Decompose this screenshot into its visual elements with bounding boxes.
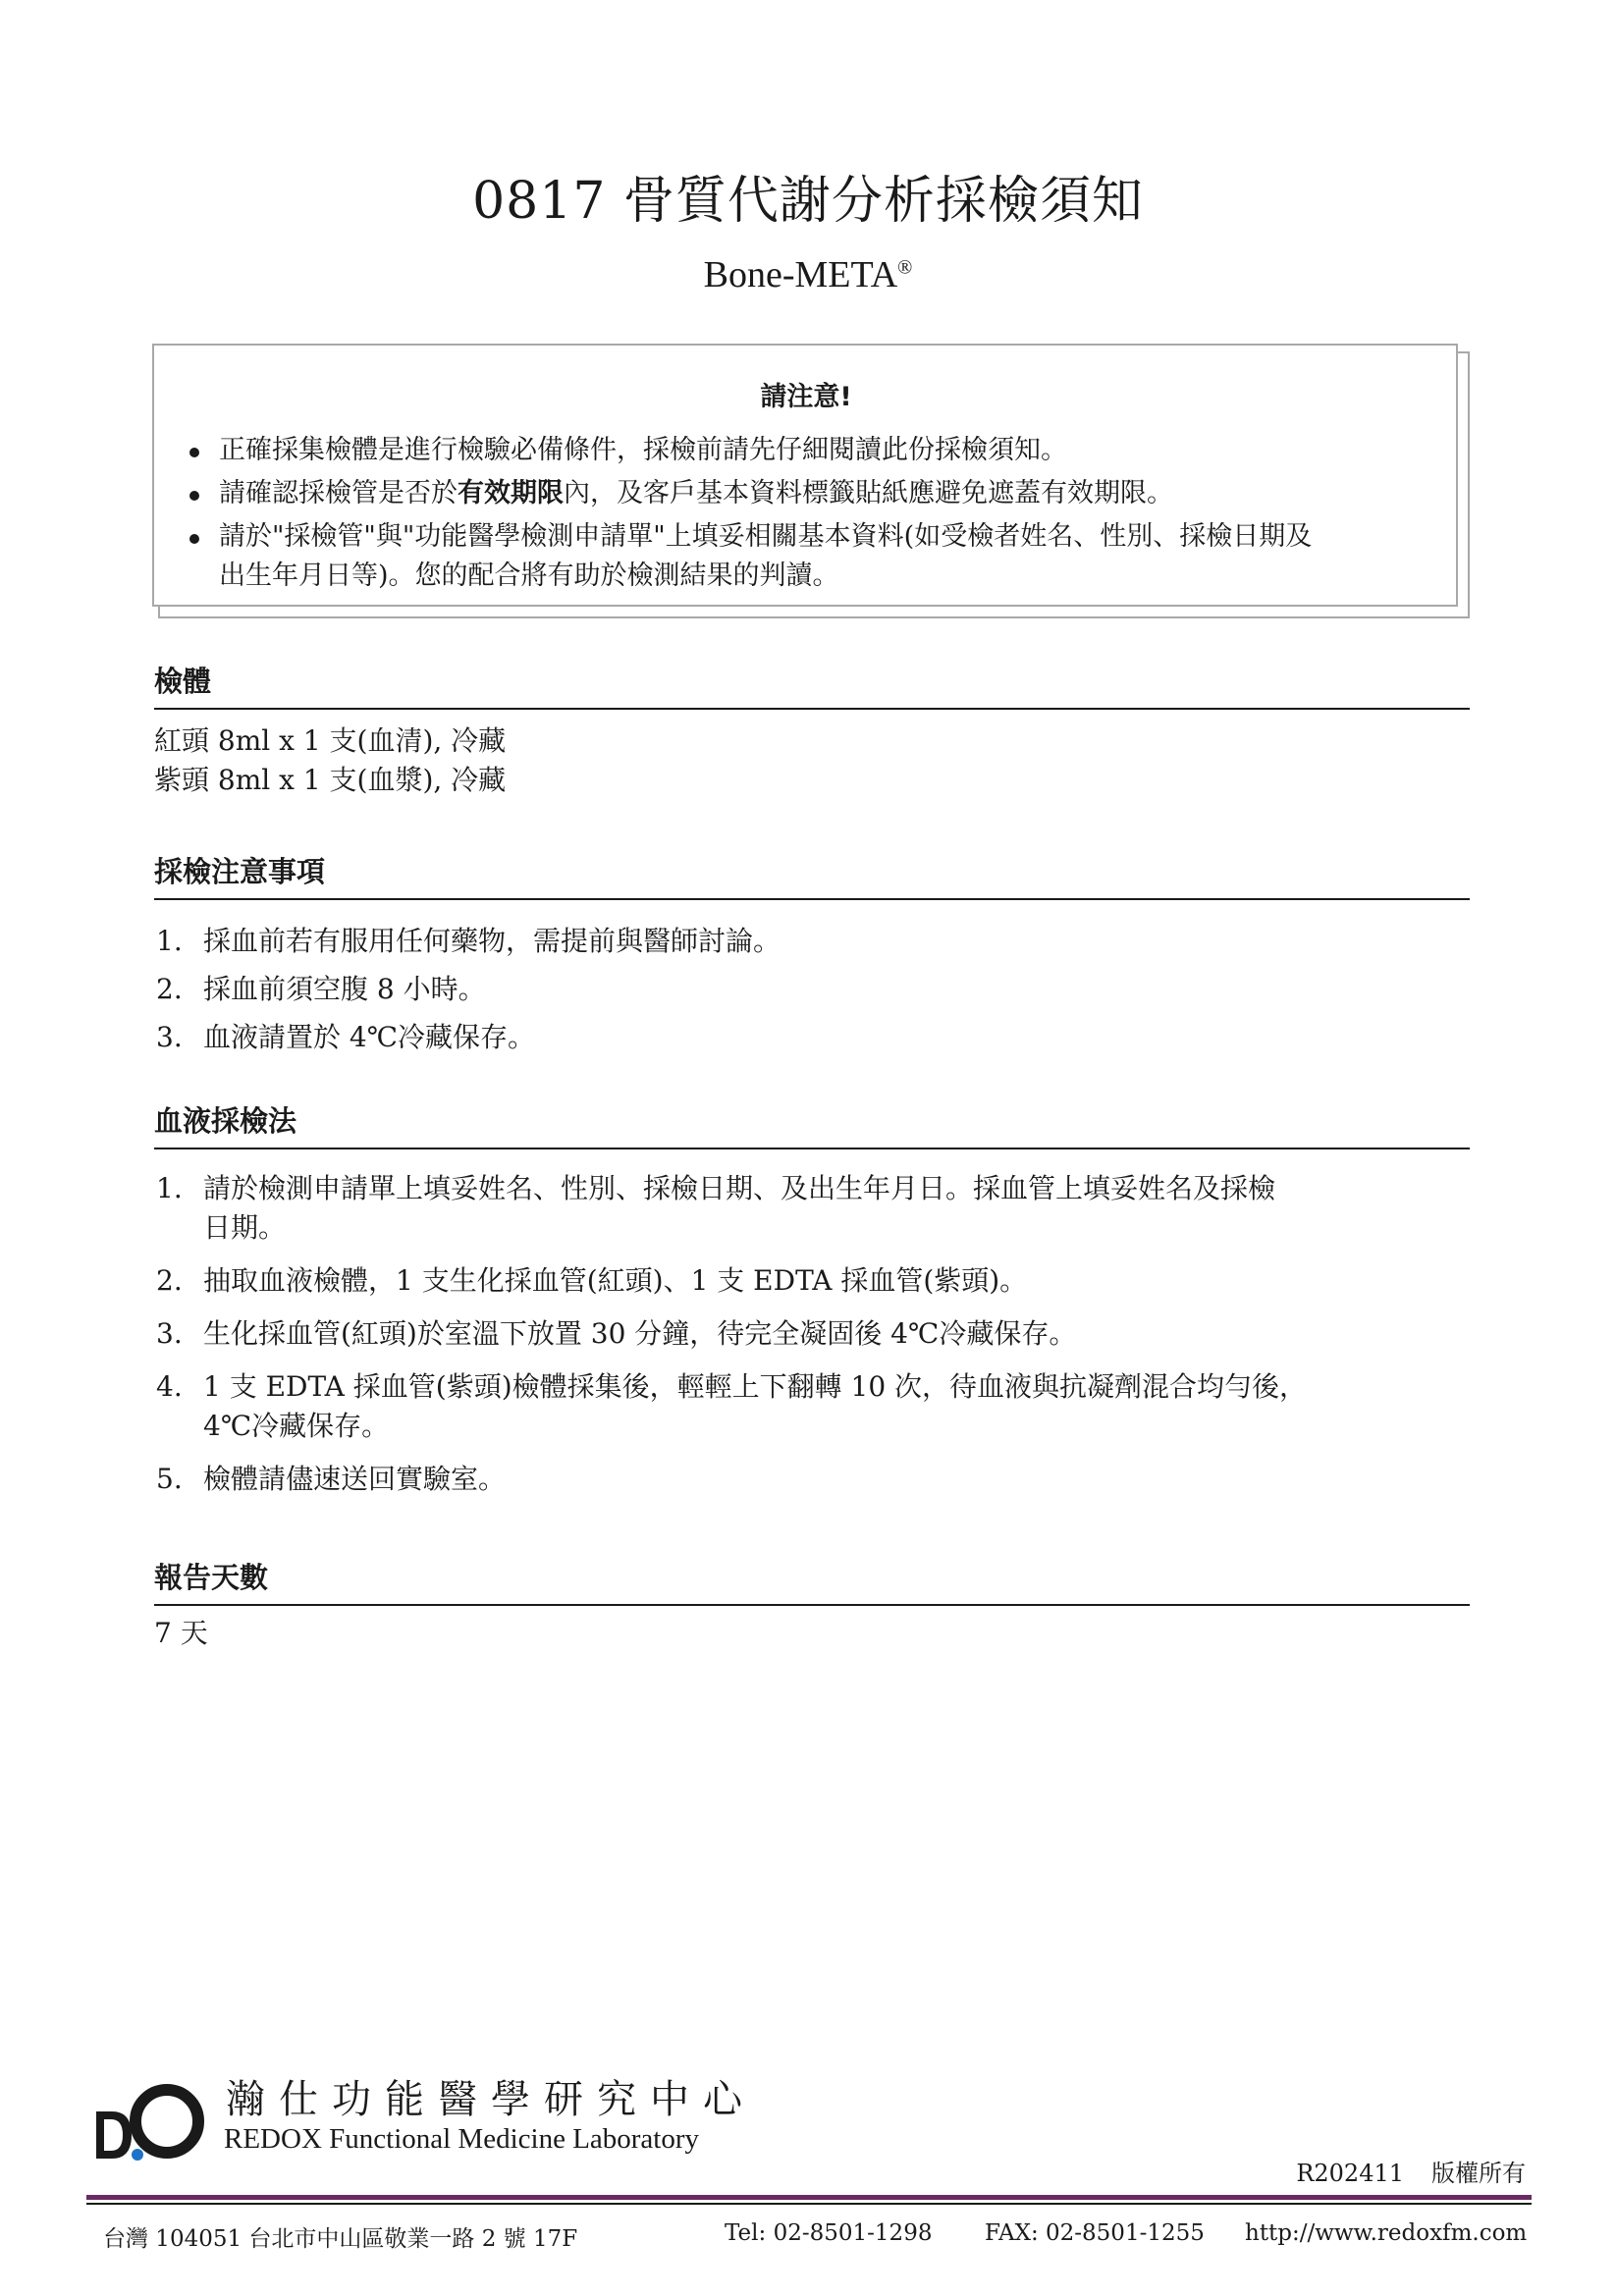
item-text: 採血前須空腹 8 小時。 bbox=[203, 973, 486, 1005]
footer-fax: FAX: 02-8501-1255 bbox=[985, 2220, 1205, 2246]
copyright-notice bbox=[1296, 2154, 1526, 2188]
report-days-value: 7 天 bbox=[154, 1617, 208, 1649]
specimen-line: 紫頭 8ml x 1 支(血漿), 冷藏 bbox=[154, 764, 507, 796]
notice-item-text: 正確採集檢體是進行檢驗必備條件，採檢前請先仔細閱讀此份採檢須知。 bbox=[219, 435, 1067, 465]
specimen-heading: 檢體 bbox=[154, 660, 1470, 710]
item-number: 4. bbox=[156, 1370, 183, 1403]
item-number: 2. bbox=[156, 973, 183, 1005]
lab-name-chinese: 瀚仕功能醫學研究中心 bbox=[226, 2077, 756, 2122]
specimen-section bbox=[154, 660, 1470, 800]
method-item bbox=[154, 1367, 1470, 1446]
footer-address: 台灣 104051 台北市中山區敬業一路 2 號 17F bbox=[103, 2226, 578, 2252]
item-number: 2. bbox=[156, 1264, 183, 1297]
item-text: 血液請置於 4℃冷藏保存。 bbox=[203, 1021, 536, 1053]
item-number: 1. bbox=[156, 925, 183, 957]
precaution-item bbox=[154, 970, 1470, 1009]
footer-website-link[interactable]: http://www.redoxfm.com bbox=[1245, 2220, 1528, 2246]
footer-rule bbox=[86, 2203, 1532, 2205]
report-days-section bbox=[154, 1556, 1470, 1653]
item-line: 日期。 bbox=[203, 1211, 287, 1244]
notice-item-text-pre: 請確認採檢管是否於 bbox=[219, 478, 458, 508]
notice-item-text-post: 內，及客戶基本資料標籤貼紙應避免遮蓋有效期限。 bbox=[564, 478, 1173, 508]
method-item bbox=[154, 1169, 1470, 1248]
document-title: 0817 骨質代謝分析採檢須知 bbox=[472, 172, 1144, 231]
precaution-item bbox=[154, 1018, 1470, 1057]
notice-item-line: 出生年月日等)。您的配合將有助於檢測結果的判讀。 bbox=[219, 561, 839, 591]
notice-title: 請注意! bbox=[760, 382, 852, 412]
notice-item bbox=[184, 431, 1428, 470]
footer-rule-color bbox=[86, 2195, 1532, 2200]
notice-box bbox=[152, 344, 1470, 620]
precaution-item bbox=[154, 922, 1470, 961]
registered-mark: ® bbox=[897, 256, 913, 279]
report-days-heading: 報告天數 bbox=[154, 1556, 1470, 1606]
item-line: 請於檢測申請單上填妥姓名、性別、採檢日期、及出生年月日。採血管上填妥姓名及採檢 bbox=[203, 1172, 1276, 1204]
notice-item-bold: 有效期限 bbox=[458, 478, 564, 508]
notice-item bbox=[184, 517, 1428, 596]
item-number: 5. bbox=[156, 1463, 183, 1495]
bullet-icon bbox=[189, 491, 199, 501]
item-text: 採血前若有服用任何藥物，需提前與醫師討論。 bbox=[203, 925, 781, 957]
document-code: R202411 bbox=[1296, 2160, 1404, 2187]
document-subtitle bbox=[0, 253, 1616, 296]
item-number: 3. bbox=[156, 1317, 183, 1350]
bullet-icon bbox=[189, 448, 199, 457]
method-item bbox=[154, 1460, 1470, 1499]
precautions-section bbox=[154, 850, 1470, 1057]
specimen-line: 紅頭 8ml x 1 支(血清), 冷藏 bbox=[154, 724, 507, 757]
item-number: 1. bbox=[156, 1172, 183, 1204]
method-item bbox=[154, 1261, 1470, 1301]
method-item bbox=[154, 1314, 1470, 1354]
lab-name-english: REDOX Functional Medicine Laboratory bbox=[224, 2123, 700, 2155]
item-line: 4℃冷藏保存。 bbox=[203, 1410, 390, 1442]
notice-item bbox=[184, 474, 1428, 513]
bullet-icon bbox=[189, 534, 199, 544]
notice-box-frame bbox=[152, 344, 1458, 607]
item-line: 生化採血管(紅頭)於室溫下放置 30 分鐘，待完全凝固後 4℃冷藏保存。 bbox=[203, 1317, 1077, 1350]
item-number: 3. bbox=[156, 1021, 183, 1053]
item-line: 1 支 EDTA 採血管(紫頭)檢體採集後，輕輕上下翻轉 10 次，待血液與抗凝劑混合均勻後， bbox=[203, 1370, 1308, 1403]
notice-item-line: 請於"採檢管"與"功能醫學檢測申請單"上填妥相關基本資料(如受檢者姓名、性別、採檢日期及 bbox=[219, 521, 1313, 552]
blood-method-section bbox=[154, 1099, 1470, 1499]
item-line: 抽取血液檢體，1 支生化採血管(紅頭)、1 支 EDTA 採血管(紫頭)。 bbox=[203, 1264, 1028, 1297]
blood-method-heading: 血液採檢法 bbox=[154, 1099, 1470, 1149]
footer-tel: Tel: 02-8501-1298 bbox=[725, 2220, 933, 2246]
subtitle-text: Bone-META bbox=[703, 254, 898, 295]
redox-logo-icon bbox=[88, 2074, 206, 2163]
item-line: 檢體請儘速送回實驗室。 bbox=[203, 1463, 507, 1495]
precautions-heading: 採檢注意事項 bbox=[154, 850, 1470, 900]
rights-reserved: 版權所有 bbox=[1431, 2160, 1526, 2187]
